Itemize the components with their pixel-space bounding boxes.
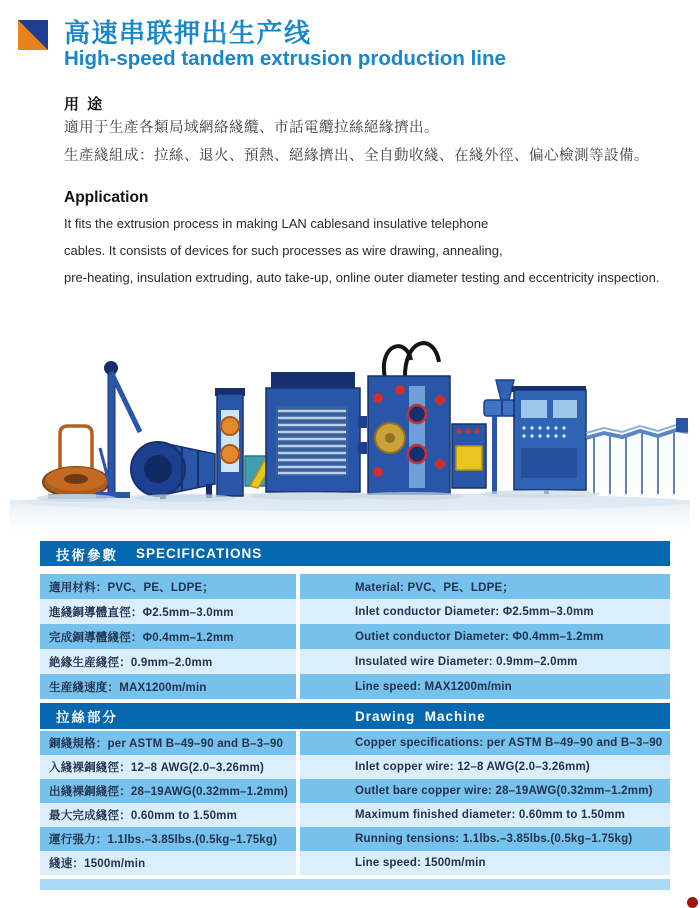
usage-line: 生產綫組成：拉絲、退火、預熱、絕緣擠出、全自動收綫、在綫外徑、偏心檢測等設備。 [64, 148, 649, 164]
spec-row [40, 674, 670, 699]
spec-row [40, 574, 670, 599]
drawing-cell-zh: 運行張力：1.1lbs.–3.85lbs.(0.5kg–1.75kg) [40, 827, 296, 851]
application-heading: Application [64, 189, 149, 206]
spec-cell-en: Inlet conductor Diameter: Φ2.5mm–3.0mm [300, 599, 670, 624]
drawing-cell-zh: 出綫裸銅綫徑：28–19AWG(0.32mm–1.2mm) [40, 779, 296, 803]
spec-table-header [40, 541, 670, 566]
drawing-table [40, 731, 670, 875]
spec-cell-zh: 進綫銅導體直徑：Φ2.5mm–3.0mm [40, 599, 296, 624]
drawing-header-zh-label: 拉絲部分 [56, 710, 118, 725]
spec-cell-en: Insulated wire Diameter: 0.9mm–2.0mm [300, 649, 670, 674]
drawing-row [40, 731, 670, 755]
drawing-cell-zh: 最大完成綫徑：0.60mm to 1.50mm [40, 803, 296, 827]
drawing-cell-en: Running tensions: 1.1lbs.–3.85lbs.(0.5kg–1.75kg) [300, 827, 670, 851]
drawing-row [40, 803, 670, 827]
drawing-cell-zh: 入綫裸銅綫徑：12–8 AWG(2.0–3.26mm) [40, 755, 296, 779]
application-line: It fits the extrusion process in making LAN cablesand insulative telephone [64, 216, 489, 231]
spec-cell-en: Outiet conductor Diameter: Φ0.4mm–1.2mm [300, 624, 670, 649]
drawing-row [40, 851, 670, 875]
drawing-cell-zh: 綫速：1500m/min [40, 851, 296, 875]
drawing-header-en-label: Drawing Machine [355, 708, 486, 724]
spec-cell-zh: 完成銅導體綫徑：Φ0.4mm–1.2mm [40, 624, 296, 649]
spec-cell-en: Line speed: MAX1200m/min [300, 674, 670, 699]
spec-header-en-label: SPECIFICATIONS [136, 546, 263, 561]
spec-cell-zh: 適用材料：PVC、PE、LDPE； [40, 574, 296, 599]
drawing-cell-en: Outlet bare copper wire: 28–19AWG(0.32mm–1.2mm) [300, 779, 670, 803]
drawing-cell-en: Maximum finished diameter: 0.60mm to 1.50mm [300, 803, 670, 827]
drawing-row [40, 755, 670, 779]
bottom-accent-bar [40, 879, 670, 890]
spec-cell-zh: 生産綫速度：MAX1200m/min [40, 674, 296, 699]
production-line-illustration [10, 330, 690, 538]
usage-heading: 用 途 [64, 96, 105, 113]
spec-cell-en: Material: PVC、PE、LDPE； [300, 574, 670, 599]
spec-header-zh-label: 技術參數 [56, 547, 118, 563]
drawing-cell-zh: 銅綫規格：per ASTM B–49–90 and B–3–90 [40, 731, 296, 755]
drawing-table-header [40, 703, 670, 729]
application-line: cables. It consists of devices for such processes as wire drawing, annealing, [64, 243, 503, 258]
spec-row [40, 649, 670, 674]
drawing-row [40, 779, 670, 803]
usage-line: 適用于生產各類局域網絡綫纜、市話電纜拉絲絕緣擠出。 [64, 120, 439, 136]
drawing-cell-en: Inlet copper wire: 12–8 AWG(2.0–3.26mm) [300, 755, 670, 779]
spec-cell-zh: 絶緣生産綫徑：0.9mm–2.0mm [40, 649, 296, 674]
brand-logo-icon [18, 20, 48, 50]
application-line: pre-heating, insulation extruding, auto take-up, online outer diameter testing and eccentricity inspection. [64, 270, 660, 285]
page-title-zh: 高速串联押出生产线 [64, 18, 312, 48]
spec-row [40, 599, 670, 624]
spec-row [40, 624, 670, 649]
drawing-row [40, 827, 670, 851]
drawing-cell-en: Copper specifications: per ASTM B–49–90 and B–3–90 [300, 731, 670, 755]
spec-table [40, 574, 670, 699]
page-title-en: High-speed tandem extrusion production line [64, 47, 506, 70]
drawing-cell-en: Line speed: 1500m/min [300, 851, 670, 875]
